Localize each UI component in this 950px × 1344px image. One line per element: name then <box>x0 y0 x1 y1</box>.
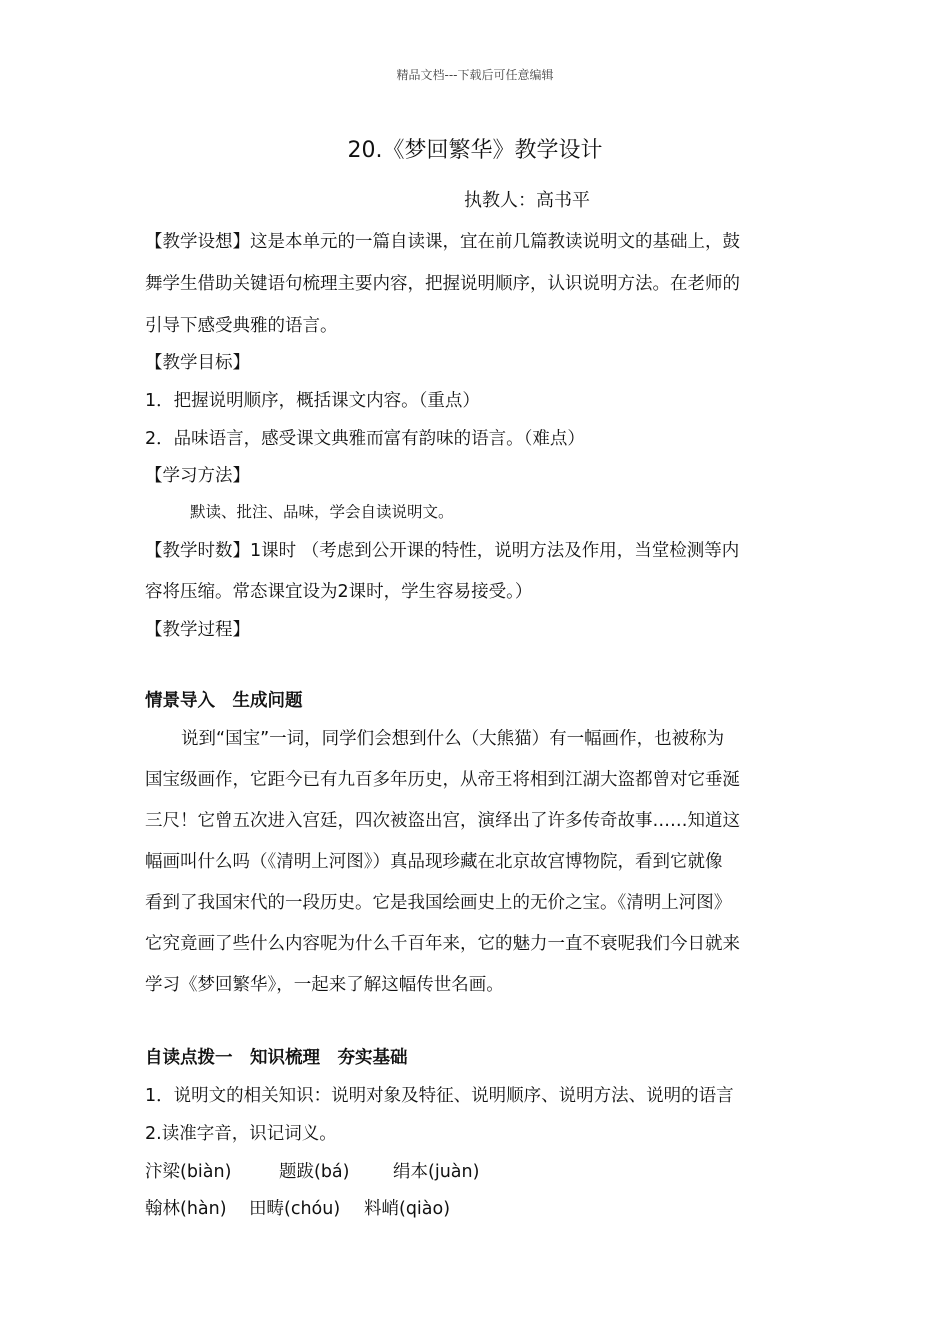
paragraph-line: 三尺！它曾五次进入宫廷，四次被盗出宫，演绎出了许多传奇故事……知道这 <box>145 811 740 831</box>
list-item: 1．说明文的相关知识：说明对象及特征、说明顺序、说明方法、说明的语言 <box>145 1086 734 1106</box>
section-heading: 【教学过程】 <box>145 620 250 640</box>
paragraph-line: 容将压缩。常态课宜设为2课时，学生容易接受。） <box>145 582 533 602</box>
vocab-item: 汴梁(biàn) <box>145 1162 232 1182</box>
list-item: 2.读准字音，识记词义。 <box>145 1124 337 1144</box>
vocab-item: 田畴(chóu) <box>249 1199 341 1219</box>
paragraph-line: 幅画叫什么吗（《清明上河图》）真品现珍藏在北京故宫博物院，看到它就像 <box>145 852 723 872</box>
paragraph-line: 学习《梦回繁华》，一起来了解这幅传世名画。 <box>145 975 504 995</box>
self-read-heading: 自读点拨一 知识梳理 夯实基础 <box>145 1048 408 1068</box>
author-line: 执教人：高书平 <box>464 190 590 211</box>
page-header: 精品文档---下载后可任意编辑 <box>396 68 554 82</box>
document-title: 20.《梦回繁华》教学设计 <box>347 138 603 163</box>
intro-heading: 情景导入 生成问题 <box>145 691 303 711</box>
paragraph-line: 国宝级画作，它距今已有九百多年历史，从帝王将相到江湖大盗都曾对它垂涎 <box>145 770 740 790</box>
vocab-item: 料峭(qiào) <box>364 1199 451 1219</box>
section-heading: 【教学目标】 <box>145 353 250 373</box>
paragraph-line: 看到了我国宋代的一段历史。它是我国绘画史上的无价之宝。《清明上河图》 <box>145 893 732 913</box>
methods-text: 默读、批注、品味，学会自读说明文。 <box>190 503 454 521</box>
list-item: 1．把握说明顺序，概括课文内容。（重点） <box>145 391 480 411</box>
paragraph-line: 【教学时数】1课时 （考虑到公开课的特性，说明方法及作用，当堂检测等内 <box>145 541 740 561</box>
list-item: 2．品味语言，感受课文典雅而富有韵味的语言。（难点） <box>145 429 585 449</box>
paragraph-line: 说到“国宝”一词，同学们会想到什么（大熊猫）有一幅画作，也被称为 <box>181 729 725 749</box>
section-heading: 【学习方法】 <box>145 466 250 486</box>
paragraph-line: 【教学设想】这是本单元的一篇自读课，宜在前几篇教读说明文的基础上，鼓 <box>145 232 740 252</box>
paragraph-line: 它究竟画了些什么内容呢为什么千百年来，它的魅力一直不衰呢我们今日就来 <box>145 934 740 954</box>
paragraph-line: 舞学生借助关键语句梳理主要内容，把握说明顺序，认识说明方法。在老师的 <box>145 274 740 294</box>
vocab-item: 题跋(bá) <box>279 1162 350 1182</box>
vocab-item: 绢本(juàn) <box>393 1162 480 1182</box>
paragraph-line: 引导下感受典雅的语言。 <box>145 316 338 336</box>
vocab-item: 翰林(hàn) <box>145 1199 227 1219</box>
